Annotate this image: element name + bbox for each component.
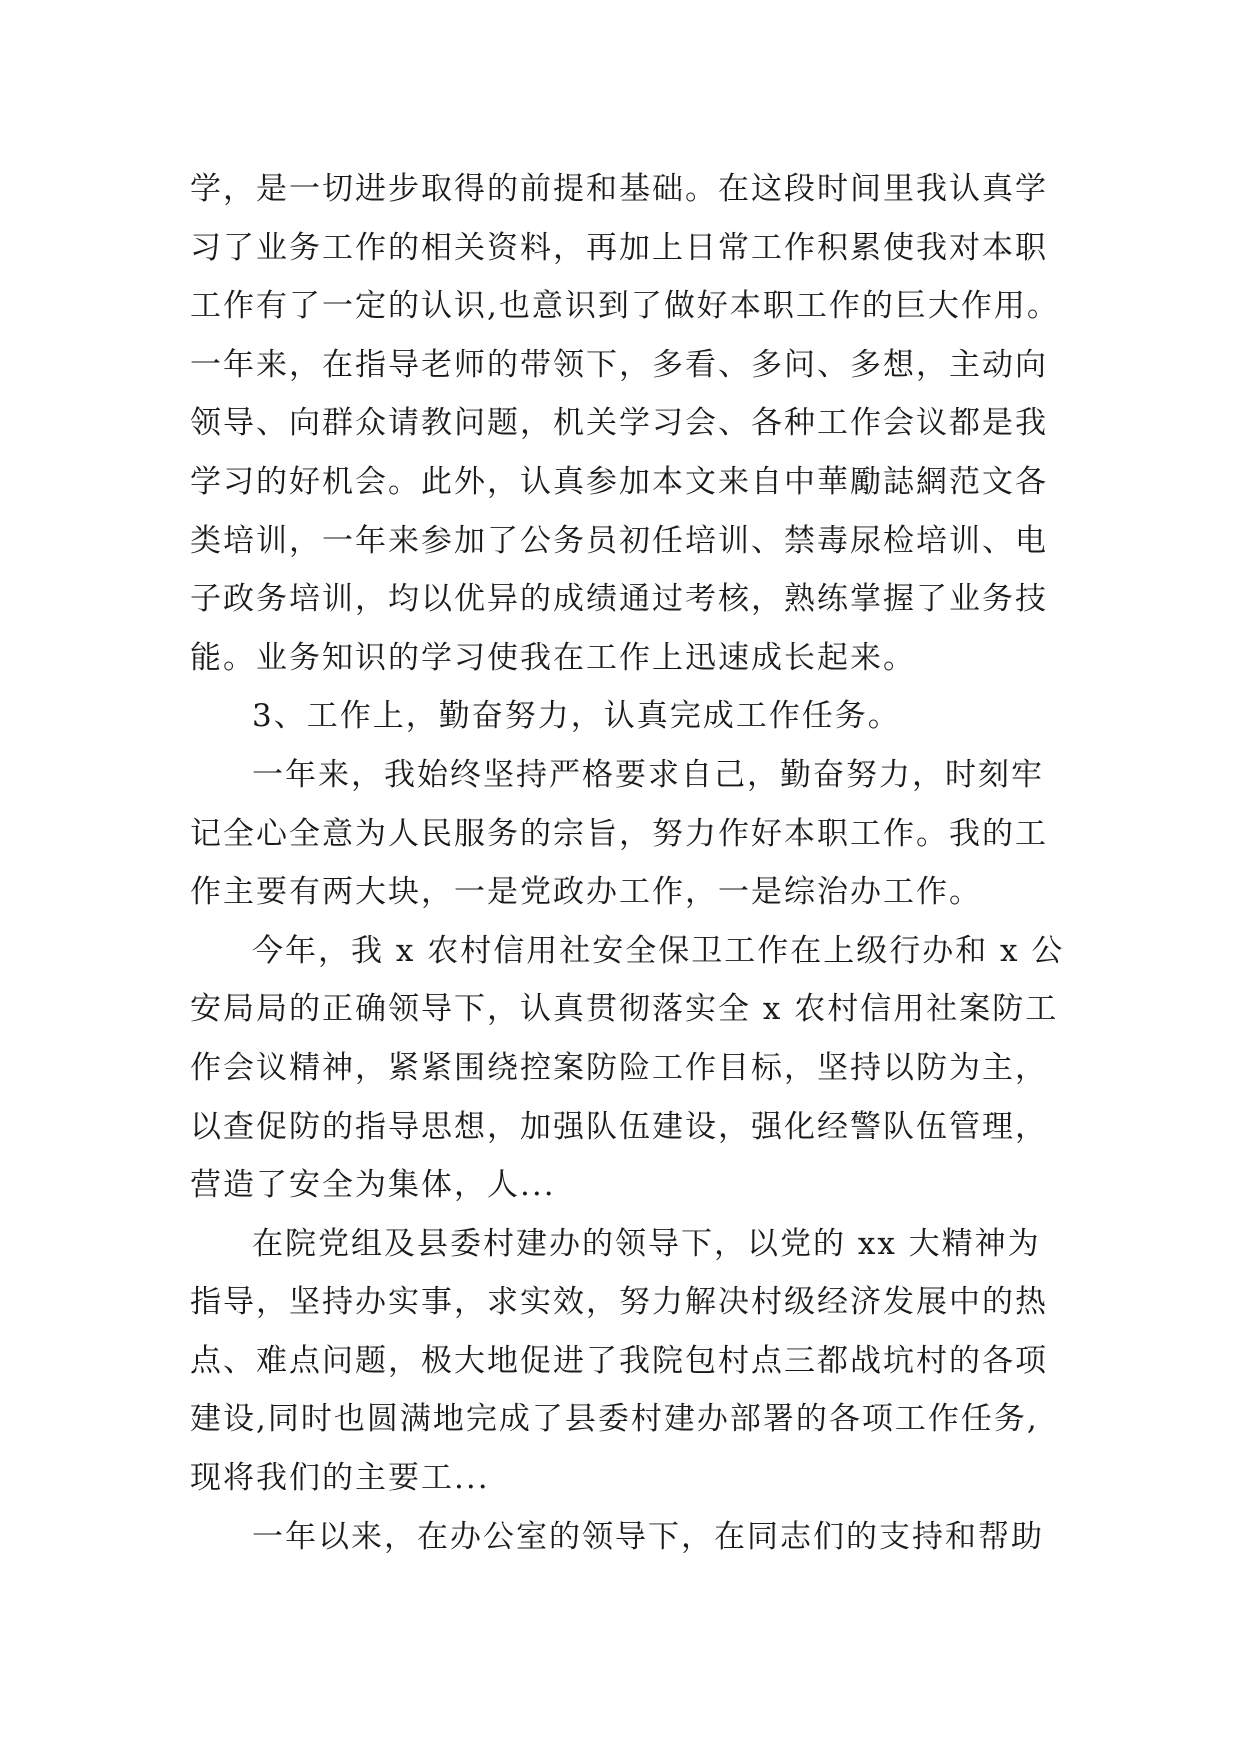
text-line: 学习的好机会。此外，认真参加本文来自中華勵誌網范文各 — [190, 463, 1048, 500]
document-body — [190, 160, 1090, 1566]
text-line: 一年以来，在办公室的领导下，在同志们的支持和帮助 — [252, 1518, 1044, 1555]
text-line: 学，是一切进步取得的前提和基础。在这段时间里我认真学 — [190, 171, 1048, 207]
text-line: 能。业务知识的学习使我在工作上迅速成长起来。 — [190, 639, 916, 676]
text-line: 领导、向群众请教问题，机关学习会、各种工作会议都是我 — [190, 405, 1048, 442]
text-line: 工作有了一定的认识,也意识到了做好本职工作的巨大作用。 — [190, 288, 1060, 325]
text-line: 建设,同时也圆满地完成了县委村建办部署的各项工作任务, — [190, 1401, 1039, 1438]
text-line: 指导，坚持办实事，求实效，努力解决村级经济发展中的热 — [190, 1284, 1048, 1321]
text-line: 一年来，我始终坚持严格要求自己，勤奋努力，时刻牢 — [252, 756, 1044, 793]
text-line: 一年来，在指导老师的带领下，多看、多问、多想，主动向 — [190, 346, 1048, 383]
text-line: 习了业务工作的相关资料，再加上日常工作积累使我对本职 — [190, 229, 1048, 266]
text-line: 记全心全意为人民服务的宗旨，努力作好本职工作。我的工 — [190, 815, 1048, 852]
text-line: 在院党组及县委村建办的领导下，以党的 xx 大精神为 — [252, 1225, 1041, 1262]
text-line: 作会议精神，紧紧围绕控案防险工作目标，坚持以防为主， — [190, 1049, 1048, 1086]
text-line: 今年，我 x 农村信用社安全保卫工作在上级行办和 x 公 — [252, 932, 1065, 969]
text-line: 作主要有两大块，一是党政办工作，一是综治办工作。 — [190, 874, 982, 911]
text-line: 安局局的正确领导下，认真贯彻落实全 x 农村信用社案防工 — [190, 991, 1059, 1028]
text-line: 类培训，一年来参加了公务员初任培训、禁毒尿检培训、电 — [190, 522, 1048, 559]
text-line: 营造了安全为集体，人... — [190, 1167, 556, 1204]
text-line: 子政务培训，均以优异的成绩通过考核，熟练掌握了业务技 — [190, 581, 1048, 618]
text-line: 点、难点问题，极大地促进了我院包村点三都战坑村的各项 — [190, 1342, 1048, 1379]
text-line: 现将我们的主要工... — [190, 1460, 490, 1497]
text-line: 3、工作上，勤奋努力，认真完成工作任务。 — [252, 698, 901, 735]
text-line: 以查促防的指导思想，加强队伍建设，强化经警队伍管理， — [190, 1108, 1048, 1145]
